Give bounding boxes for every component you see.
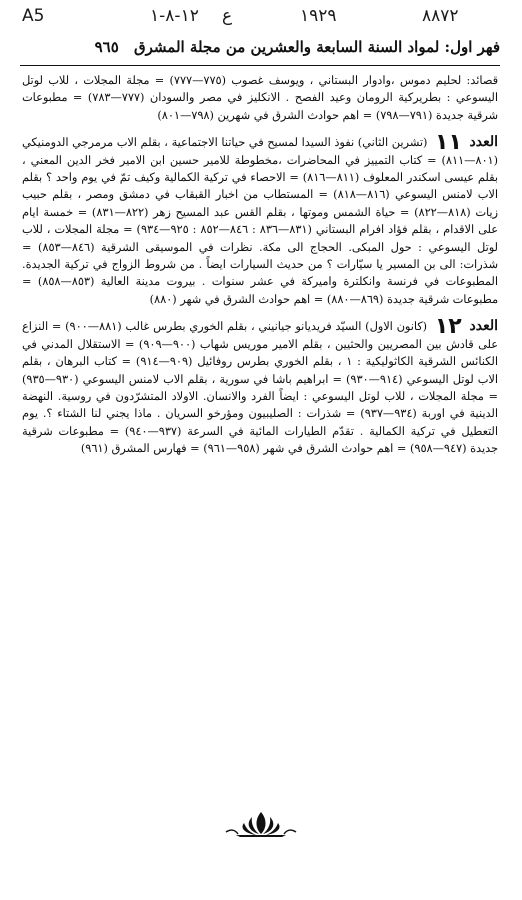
handwritten-marks: ١٢-٨-١	[150, 6, 199, 26]
block-text: (تشرين الثاني) نفوذ السيدا لمسيح في حياتنا الاجتماعية ، بقلم الاب مرمرجي الدومنيكي (٨٠١—٨١١) = كتاب التمييز في المحاضرات ،مخطوطة للامير حسين ابن الامير فخر الدين المعني ، بقلم عيسى اسكندر المعلوف (٨١١—٨١٦) = الاحصاء في تركية الكمالية وكيف تمّ في يوم واحد ؟ بقلم الاب لامنس اليسوعي (٨١٦—٨١٨) = المستطاب من اخبار القبقاب في دمشق ومصر ، بقلم حبيب زيات (٨١٨—٨٢٢) = حياة الشمس وموتها ، بقلم القس عبد المسيح زهر (٨٢٢—٨٣١) = خمسة ايام على الاقدام ، بقلم فؤاد افرام البستاني (٨٣١—٨٣٦ : ٨٤٦—٨٥٢ : ٩٢٥—٩٣٤) = مجلة المجلات ، للاب لوتل اليسوعي : حول المبكى. الحجاج الى مكة. نظرات في الموسيقى الشرقية (٨٤٦—٨٥٣) = شذرات: الى بن المسير يا سيّارات ؟ من حديث السيارات ايضاً . من شروط الزواج في تركية الجديدة. المطبوعات في فرنسة وانكلترة واميركة في عشر سنوات . بيروت مدينة العالية (٨٥٣—٨٥٨) = مطبوعات شرقية جديدة (٨٦٩—٨٨٠) = اهم حوادث الشرق في شهر (٨٨٠)	[22, 136, 498, 306]
issue-number: ١١	[435, 130, 462, 156]
handwritten-code: ٨٨٧٢	[422, 6, 459, 26]
issue-label: العدد	[469, 318, 499, 335]
handwritten-annotations	[22, 6, 502, 32]
index-block-issue-12	[22, 314, 499, 457]
page-number: ٩٦٥	[94, 38, 119, 56]
handwritten-year: ١٩٢٩	[300, 6, 337, 26]
handwritten-letter: ع	[222, 6, 233, 26]
header-divider	[20, 65, 500, 66]
lotus-ornament-icon	[206, 808, 316, 838]
index-content	[22, 72, 498, 458]
block-text: (كانون الاول) السيّد فريديانو جيانيني ، بقلم الخوري بطرس غالب (٨٨١—٩٠٠) = النزاع على قادش بين المصريين والحثيين ، بقلم الامير موريس شهاب (٩٠٠—٩٠٩) = الاستقلال المدني في الكنائس الشرقية الكاثوليكية : ١ ، بقلم الخوري بطرس روفائيل (٩٠٩—٩١٤) = كتاب البرهان ، بقلم الاب لوتل اليسوعي (٩١٤—٩٣٠) = ابراهيم باشا في سورية ، بقلم الاب لامنس اليسوعي (٩٣٠—٩٣٥) = مجلة المجلات ، للاب لوتل اليسوعي : ايضاً الفرد والانسان. الاولاد المتشرّدون في روسية. النهضة الدينية في اوربة (٩٣٤—٩٣٧) = شذرات : الصليبيون ومؤرخو السريان . ماذا يجني لنا الشتاء ؟. يوم التعطيل في تركية الكمالية . تقدّم الطيارات المائية في السرعة (٩٣٧—٩٤٠) = مطبوعات شرقية جديدة (٩٤٧—٩٥٨) = اهم حوادث الشرق في شهر (٩٥٨—٩٦١) = فهارس المشرق (٩٦١)	[22, 320, 499, 456]
page-title: فهر اول: لمواد السنة السابعة والعشرين من مجلة المشرق	[133, 38, 500, 56]
index-block-issue-11	[22, 130, 499, 308]
block-spacer	[22, 124, 498, 134]
page-header	[30, 38, 500, 56]
index-block-continuation	[22, 72, 498, 124]
block-spacer	[22, 308, 498, 318]
handwritten-left-mark: A5	[22, 6, 45, 26]
issue-number: ١٢	[434, 314, 462, 340]
block-text: قصائد: لحليم دموس ،وادوار البستاني ، ويوسف غصوب (٧٧٥—٧٧٧) = مجلة المجلات ، للاب لوتل اليسوعي : بطريركية الرومان وعيد الفصح . الانكليز في مصر والسودان (٧٧٧—٧٨٣) = مطبوعات شرقية جديدة (٧٩١—٧٩٨) = اهم حوادث الشرق في شهرين (٧٩٨—٨٠١)	[22, 74, 499, 122]
issue-label: العدد	[469, 134, 499, 151]
